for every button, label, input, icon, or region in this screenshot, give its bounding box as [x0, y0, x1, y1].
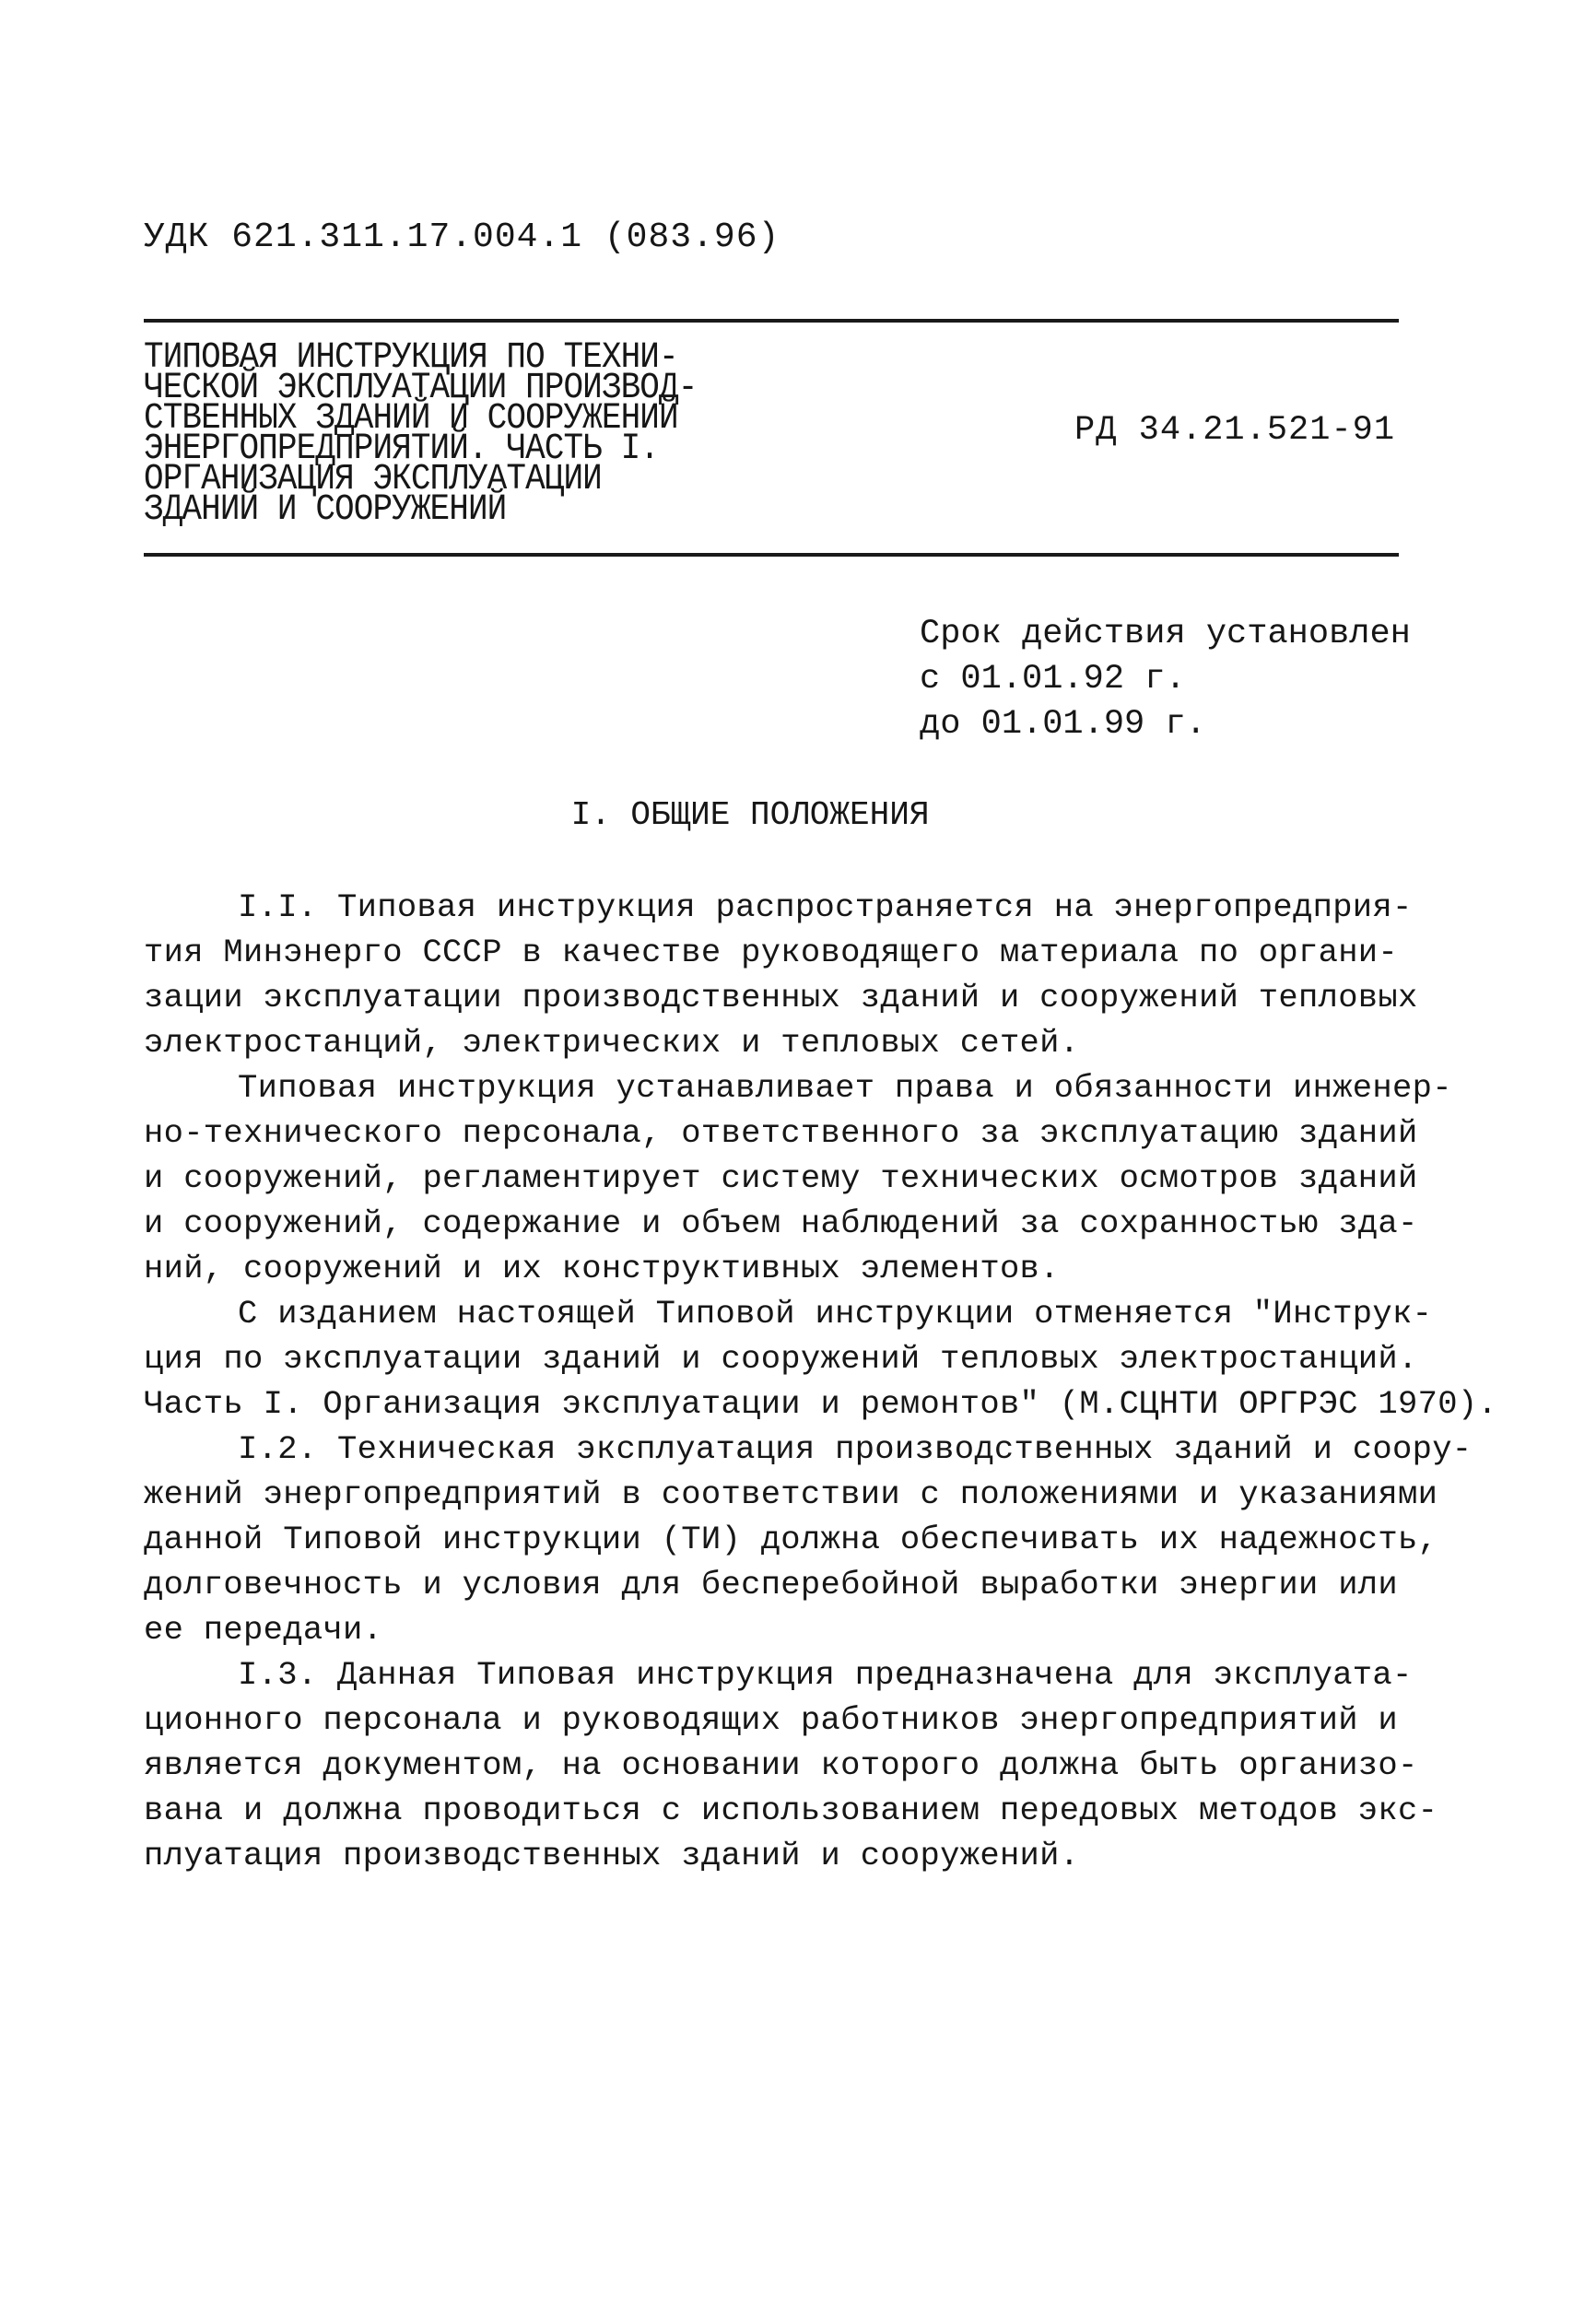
- paragraph-line: ционного персонала и руководящих работников энергопредприятий и: [144, 1701, 1399, 1739]
- document-title: [144, 337, 733, 531]
- paragraph-line: ний, сооружений и их конструктивных элементов.: [144, 1250, 1060, 1287]
- title-line: СТВЕННЫХ ЗДАНИЙ И СООРУЖЕНИЙ: [144, 398, 678, 440]
- section-heading: [0, 796, 1596, 834]
- title-line: ЭНЕРГОПРЕДПРИЯТИЙ. ЧАСТЬ I.: [144, 429, 659, 470]
- paragraph-line: вана и должна проводиться с использованием передовых методов экс-: [144, 1791, 1438, 1829]
- paragraph-line: плуатация производственных зданий и сооружений.: [144, 1837, 1080, 1874]
- validity-period: [920, 612, 1417, 747]
- validity-from: с 01.01.92 г.: [920, 660, 1186, 699]
- paragraph-line: Типовая инструкция устанавливает права и обязанности инженер-: [238, 1069, 1452, 1107]
- top-rule: [144, 319, 1399, 323]
- paragraph-line: и сооружений, регламентирует систему технических осмотров зданий: [144, 1159, 1418, 1197]
- paragraph-line: данной Типовой инструкции (ТИ) должна обеспечивать их надежность,: [144, 1521, 1438, 1558]
- validity-to: до 01.01.99 г.: [920, 705, 1206, 744]
- paragraph-line: электростанций, электрических и тепловых сетей.: [144, 1024, 1080, 1062]
- title-line: ЗДАНИЙ И СООРУЖЕНИЙ: [144, 489, 507, 531]
- paragraph-line: I.2. Техническая эксплуатация производственных зданий и соору-: [238, 1430, 1473, 1468]
- paragraph-line: зации эксплуатации производственных зданий и сооружений тепловых: [144, 979, 1418, 1016]
- paragraph-line: I.3. Данная Типовая инструкция предназначена для эксплуата-: [238, 1656, 1413, 1694]
- title-line: ТИПОВАЯ ИНСТРУКЦИЯ ПО ТЕХНИ-: [144, 337, 678, 379]
- paragraph-line: но-технического персонала, ответственного за эксплуатацию зданий: [144, 1114, 1418, 1152]
- title-line: ОРГАНИЗАЦИЯ ЭКСПЛУАТАЦИИ: [144, 459, 602, 500]
- paragraph-line: и сооружений, содержание и объем наблюдений за сохранностью зда-: [144, 1204, 1418, 1242]
- body-text: [144, 885, 1498, 1878]
- paragraph-line: ее передачи.: [144, 1611, 383, 1649]
- paragraph-line: С изданием настоящей Типовой инструкции отменяется "Инструк-: [238, 1295, 1433, 1333]
- validity-label: Срок действия установлен: [920, 615, 1411, 653]
- bottom-rule: [144, 553, 1399, 557]
- paragraph-line: жений энергопредприятий в соответствии с положениями и указаниями: [144, 1475, 1438, 1513]
- paragraph-line: I.I. Типовая инструкция распространяется на энергопредприя-: [238, 888, 1413, 926]
- udc-code: УДК 621.311.17.004.1 (083.96): [144, 217, 780, 257]
- paragraph-line: Часть I. Организация эксплуатации и ремонтов" (М.СЦНТИ ОРГРЭС 1970).: [144, 1385, 1498, 1423]
- paragraph-line: ция по эксплуатации зданий и сооружений тепловых электростанций.: [144, 1340, 1418, 1378]
- title-line: ЧЕСКОЙ ЭКСПЛУАТАЦИИ ПРОИЗВОД-: [144, 368, 698, 409]
- paragraph-line: является документом, на основании которого должна быть организо-: [144, 1746, 1418, 1784]
- paragraph-line: долговечность и условия для бесперебойной выработки энергии или: [144, 1566, 1399, 1603]
- section-heading-text: I. ОБЩИЕ ПОЛОЖЕНИЯ: [570, 796, 930, 834]
- paragraph-line: тия Минэнерго СССР в качестве руководящего материала по органи-: [144, 934, 1399, 971]
- document-code: РД 34.21.521-91: [1074, 411, 1396, 450]
